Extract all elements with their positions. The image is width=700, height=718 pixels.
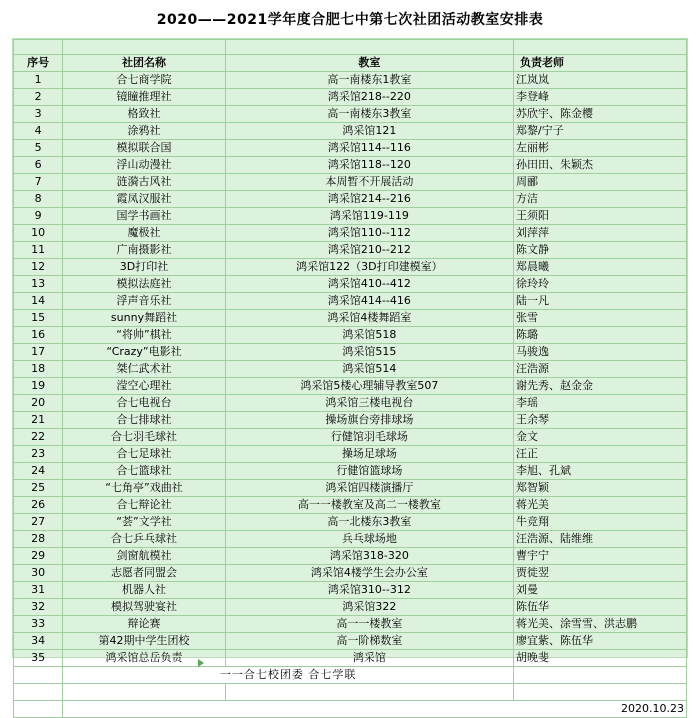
row-index-cell[interactable]: 3 (14, 106, 63, 123)
classroom-cell[interactable]: 操场旗台旁排球场 (225, 412, 513, 429)
table-row[interactable] (14, 89, 687, 106)
classroom-cell[interactable]: 高一一楼教室 (225, 616, 513, 633)
table-row[interactable] (14, 327, 687, 344)
club-name-cell[interactable]: 合七排球社 (63, 412, 225, 429)
row-index-cell[interactable]: 15 (14, 310, 63, 327)
table-row[interactable] (14, 514, 687, 531)
document-date: 2020.10.23 (63, 701, 687, 718)
club-name-cell[interactable]: 魔极社 (63, 225, 225, 242)
club-name-cell[interactable]: 镜瞳推理社 (63, 89, 225, 106)
classroom-cell[interactable]: 鸿采馆4楼舞蹈室 (225, 310, 513, 327)
table-row[interactable] (14, 242, 687, 259)
table-row[interactable] (14, 429, 687, 446)
row-index-cell[interactable]: 20 (14, 395, 63, 412)
classroom-cell[interactable]: 鸿采馆410--412 (225, 276, 513, 293)
teacher-cell[interactable]: 王余琴 (514, 412, 687, 429)
spacer-cell (63, 40, 225, 55)
row-index-cell[interactable]: 19 (14, 378, 63, 395)
row-index-cell[interactable]: 31 (14, 582, 63, 599)
teacher-cell[interactable]: 马骏逸 (514, 344, 687, 361)
spacer-row (14, 684, 687, 701)
teacher-cell[interactable]: 曹宇宁 (514, 548, 687, 565)
club-name-cell[interactable]: 鸿采馆总岳负责 (63, 650, 225, 667)
spacer-cell (225, 684, 513, 701)
row-index-cell[interactable]: 34 (14, 633, 63, 650)
schedule-grid (12, 38, 688, 715)
teacher-cell[interactable]: 方洁 (514, 191, 687, 208)
row-index-cell[interactable]: 2 (14, 89, 63, 106)
table-row[interactable] (14, 344, 687, 361)
row-index-cell[interactable]: 17 (14, 344, 63, 361)
classroom-cell[interactable]: 鸿采馆322 (225, 599, 513, 616)
table-row[interactable] (14, 412, 687, 429)
teacher-cell[interactable]: 陈文静 (514, 242, 687, 259)
row-index-cell[interactable]: 24 (14, 463, 63, 480)
table-row[interactable] (14, 565, 687, 582)
classroom-cell[interactable]: 鸿采馆214--216 (225, 191, 513, 208)
column-header: 社团名称 (63, 55, 225, 72)
table-row[interactable] (14, 310, 687, 327)
teacher-cell[interactable]: 蒋光美 (514, 497, 687, 514)
teacher-cell[interactable]: 陈璐 (514, 327, 687, 344)
teacher-cell[interactable]: 左丽彬 (514, 140, 687, 157)
club-name-cell[interactable]: 辩论赛 (63, 616, 225, 633)
table-row[interactable] (14, 140, 687, 157)
club-name-cell[interactable]: 模拟联合国 (63, 140, 225, 157)
row-index-cell[interactable]: 23 (14, 446, 63, 463)
table-row[interactable] (14, 174, 687, 191)
table-row[interactable] (14, 395, 687, 412)
club-name-cell[interactable]: “Crazy”电影社 (63, 344, 225, 361)
teacher-cell[interactable]: 李登峰 (514, 89, 687, 106)
schedule-table (13, 39, 687, 718)
club-name-cell[interactable]: 国学书画社 (63, 208, 225, 225)
row-index-cell[interactable]: 32 (14, 599, 63, 616)
club-name-cell[interactable]: 涂鸦社 (63, 123, 225, 140)
spacer-cell (14, 684, 63, 701)
club-name-cell[interactable]: 涟漪古风社 (63, 174, 225, 191)
classroom-cell[interactable]: 鸿采馆318-320 (225, 548, 513, 565)
teacher-cell[interactable]: 廖宜紫、陈伍华 (514, 633, 687, 650)
table-row[interactable] (14, 599, 687, 616)
row-index-cell[interactable]: 30 (14, 565, 63, 582)
classroom-cell[interactable]: 鸿采馆118--120 (225, 157, 513, 174)
table-row[interactable] (14, 497, 687, 514)
classroom-cell[interactable]: 行健馆羽毛球场 (225, 429, 513, 446)
classroom-cell[interactable]: 鸿采馆4楼学生会办公室 (225, 565, 513, 582)
classroom-cell[interactable]: 本周暂不开展活动 (225, 174, 513, 191)
row-index-cell[interactable]: 9 (14, 208, 63, 225)
row-index-cell[interactable]: 25 (14, 480, 63, 497)
classroom-cell[interactable]: 鸿采馆310--312 (225, 582, 513, 599)
spacer-row (14, 40, 687, 55)
club-name-cell[interactable]: 合七羽毛球社 (63, 429, 225, 446)
classroom-cell[interactable]: 兵乓球场地 (225, 531, 513, 548)
classroom-cell[interactable]: 操场足球场 (225, 446, 513, 463)
row-index-cell[interactable]: 12 (14, 259, 63, 276)
teacher-cell[interactable]: 苏欣宇、陈金樱 (514, 106, 687, 123)
teacher-cell[interactable]: 郑智颖 (514, 480, 687, 497)
row-index-cell[interactable]: 7 (14, 174, 63, 191)
teacher-cell[interactable]: 江岚岚 (514, 72, 687, 89)
club-name-cell[interactable]: 格致社 (63, 106, 225, 123)
teacher-cell[interactable]: 王须阳 (514, 208, 687, 225)
table-row[interactable] (14, 531, 687, 548)
row-index-cell[interactable]: 18 (14, 361, 63, 378)
table-row[interactable] (14, 191, 687, 208)
row-index-cell[interactable]: 13 (14, 276, 63, 293)
teacher-cell[interactable]: 陈伍华 (514, 599, 687, 616)
row-index-cell[interactable]: 16 (14, 327, 63, 344)
table-row[interactable] (14, 293, 687, 310)
table-row[interactable] (14, 633, 687, 650)
teacher-cell[interactable]: 孙田田、朱颖杰 (514, 157, 687, 174)
teacher-cell[interactable]: 周郦 (514, 174, 687, 191)
club-name-cell[interactable]: 机器人社 (63, 582, 225, 599)
spacer-cell (514, 684, 687, 701)
row-index-cell[interactable]: 28 (14, 531, 63, 548)
classroom-cell[interactable]: 鸿采馆210--212 (225, 242, 513, 259)
club-name-cell[interactable]: 合七篮球社 (63, 463, 225, 480)
teacher-cell[interactable]: 张雪 (514, 310, 687, 327)
club-name-cell[interactable]: “将帅”棋社 (63, 327, 225, 344)
teacher-cell[interactable]: 汪正 (514, 446, 687, 463)
column-header: 教室 (225, 55, 513, 72)
club-name-cell[interactable]: 3D打印社 (63, 259, 225, 276)
spacer-cell (225, 40, 513, 55)
club-name-cell[interactable]: 霞凤汉服社 (63, 191, 225, 208)
club-name-cell[interactable]: “荟”文学社 (63, 514, 225, 531)
signoff-text: 一一合七校团委 合七学联 (63, 667, 514, 684)
teacher-cell[interactable]: 贾徙翌 (514, 565, 687, 582)
teacher-cell[interactable]: 蒋光美、涂雪雪、洪志鹏 (514, 616, 687, 633)
spacer-cell (514, 40, 687, 55)
classroom-cell[interactable]: 鸿采馆122（3D打印建模室） (225, 259, 513, 276)
column-header: 负责老师 (514, 55, 687, 72)
row-index-cell[interactable]: 10 (14, 225, 63, 242)
classroom-cell[interactable]: 鸿采馆515 (225, 344, 513, 361)
row-index-cell[interactable]: 6 (14, 157, 63, 174)
table-row[interactable] (14, 208, 687, 225)
teacher-cell[interactable]: 刘曼 (514, 582, 687, 599)
teacher-cell[interactable]: 谢先秀、赵金金 (514, 378, 687, 395)
row-index-cell[interactable]: 8 (14, 191, 63, 208)
row-index-cell[interactable]: 14 (14, 293, 63, 310)
classroom-cell[interactable]: 鸿采馆110--112 (225, 225, 513, 242)
row-index-cell[interactable]: 29 (14, 548, 63, 565)
table-row[interactable] (14, 106, 687, 123)
teacher-cell[interactable]: 刘萍萍 (514, 225, 687, 242)
club-name-cell[interactable]: 模拟法庭社 (63, 276, 225, 293)
classroom-cell[interactable]: 鸿采馆5楼心理辅导教室507 (225, 378, 513, 395)
club-name-cell[interactable]: 第42期中学生团校 (63, 633, 225, 650)
table-row[interactable] (14, 259, 687, 276)
row-index-cell[interactable]: 1 (14, 72, 63, 89)
table-row[interactable] (14, 463, 687, 480)
club-name-cell[interactable]: 浮声音乐社 (63, 293, 225, 310)
classroom-cell[interactable]: 高一南楼东3教室 (225, 106, 513, 123)
classroom-cell[interactable]: 鸿采馆四楼演播厅 (225, 480, 513, 497)
row-index-cell[interactable]: 35 (14, 650, 63, 667)
teacher-cell[interactable]: 郑晨曦 (514, 259, 687, 276)
teacher-cell[interactable]: 徐玲玲 (514, 276, 687, 293)
row-index-cell[interactable]: 5 (14, 140, 63, 157)
table-row[interactable] (14, 480, 687, 497)
club-name-cell[interactable]: 浮山动漫社 (63, 157, 225, 174)
sheet-footer-area (0, 658, 700, 675)
spacer-cell (14, 40, 63, 55)
teacher-cell[interactable]: 陆一凡 (514, 293, 687, 310)
club-name-cell[interactable]: “七角亭”戏曲社 (63, 480, 225, 497)
row-index-cell[interactable]: 27 (14, 514, 63, 531)
classroom-cell[interactable]: 鸿采馆518 (225, 327, 513, 344)
teacher-cell[interactable]: 胡晚斐 (514, 650, 687, 667)
page-title: 2020——2021学年度合肥七中第七次社团活动教室安排表 (156, 12, 544, 28)
spacer-cell (63, 684, 225, 701)
teacher-cell[interactable]: 牛竞翔 (514, 514, 687, 531)
club-name-cell[interactable]: 合七足球社 (63, 446, 225, 463)
club-name-cell[interactable]: 合七乒乓球社 (63, 531, 225, 548)
table-row[interactable] (14, 548, 687, 565)
teacher-cell[interactable]: 郑黎/宁子 (514, 123, 687, 140)
club-name-cell[interactable]: 剑窗航模社 (63, 548, 225, 565)
classroom-cell[interactable]: 鸿采馆三楼电视台 (225, 395, 513, 412)
club-name-cell[interactable]: 滢空心理社 (63, 378, 225, 395)
fill-handle-marker (198, 659, 204, 667)
teacher-cell[interactable]: 金文 (514, 429, 687, 446)
teacher-cell[interactable]: 李旭、孔斌 (514, 463, 687, 480)
classroom-cell[interactable]: 鸿采馆121 (225, 123, 513, 140)
club-name-cell[interactable]: 桀仁武术社 (63, 361, 225, 378)
classroom-cell[interactable]: 高一一楼教室及高二一楼教室 (225, 497, 513, 514)
classroom-cell[interactable]: 鸿采馆218--220 (225, 89, 513, 106)
club-name-cell[interactable]: sunny舞蹈社 (63, 310, 225, 327)
table-row[interactable] (14, 72, 687, 89)
row-index-cell[interactable]: 11 (14, 242, 63, 259)
row-index-cell[interactable]: 22 (14, 429, 63, 446)
classroom-cell[interactable]: 高一北楼东3教室 (225, 514, 513, 531)
table-row[interactable] (14, 123, 687, 140)
row-index-cell[interactable]: 4 (14, 123, 63, 140)
club-name-cell[interactable]: 志愿者同盟会 (63, 565, 225, 582)
classroom-cell[interactable]: 鸿采馆 (225, 650, 513, 667)
row-index-cell[interactable]: 33 (14, 616, 63, 633)
classroom-cell[interactable]: 行健馆篮球场 (225, 463, 513, 480)
teacher-cell[interactable]: 李瑶 (514, 395, 687, 412)
classroom-cell[interactable]: 高一阶梯数室 (225, 633, 513, 650)
table-header-row (14, 55, 687, 72)
club-name-cell[interactable]: 模拟驾驶宴社 (63, 599, 225, 616)
date-row (14, 701, 687, 718)
table-row[interactable] (14, 616, 687, 633)
table-row[interactable] (14, 225, 687, 242)
table-row[interactable] (14, 378, 687, 395)
row-index-cell[interactable]: 21 (14, 412, 63, 429)
classroom-cell[interactable]: 鸿采馆414--416 (225, 293, 513, 310)
classroom-cell[interactable]: 鸿采馆514 (225, 361, 513, 378)
teacher-cell[interactable]: 汪浩源、陆维维 (514, 531, 687, 548)
title-band (0, 0, 700, 38)
classroom-cell[interactable]: 鸿采馆114--116 (225, 140, 513, 157)
table-row[interactable] (14, 582, 687, 599)
table-row[interactable] (14, 361, 687, 378)
table-row[interactable] (14, 157, 687, 174)
club-name-cell[interactable]: 合七商学院 (63, 72, 225, 89)
classroom-cell[interactable]: 鸿采馆119-119 (225, 208, 513, 225)
row-index-cell[interactable]: 26 (14, 497, 63, 514)
club-name-cell[interactable]: 广南摄影社 (63, 242, 225, 259)
classroom-cell[interactable]: 高一南楼东1教室 (225, 72, 513, 89)
date-empty-cell (14, 701, 63, 718)
teacher-cell[interactable]: 汪浩源 (514, 361, 687, 378)
table-row[interactable] (14, 446, 687, 463)
table-row[interactable] (14, 276, 687, 293)
club-name-cell[interactable]: 合七电视台 (63, 395, 225, 412)
club-name-cell[interactable]: 合七辩论社 (63, 497, 225, 514)
column-header: 序号 (14, 55, 63, 72)
